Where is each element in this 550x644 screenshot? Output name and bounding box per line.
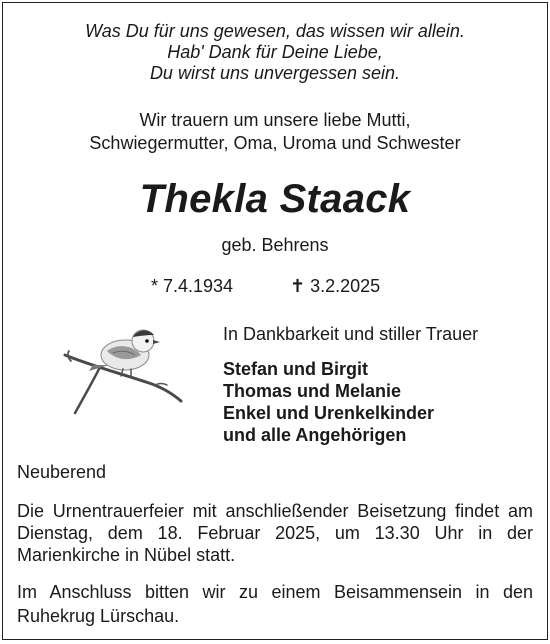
- poem-line: Was Du für uns gewesen, das wissen wir allein.: [85, 21, 465, 41]
- poem-line: Hab' Dank für Deine Liebe,: [167, 42, 383, 62]
- death-date: ✝ 3.2.2025: [290, 276, 381, 296]
- deceased-name: Thekla Staack: [139, 177, 411, 221]
- mourner-entry: Enkel und Urenkelkinder: [223, 403, 435, 423]
- birth-date: * 7.4.1934: [151, 276, 234, 296]
- memorial-poem: [3, 21, 547, 84]
- poem-line: Du wirst uns unvergessen sein.: [149, 63, 401, 83]
- obituary-notice: [2, 2, 548, 640]
- mourning-intro: [3, 109, 547, 155]
- mourner-entry: Stefan und Birgit: [223, 359, 368, 379]
- location: Neuberend: [17, 462, 107, 482]
- maiden-name: geb. Behrens: [221, 235, 329, 255]
- mourner-entry: Thomas und Melanie: [223, 381, 402, 401]
- intro-line: Schwiegermutter, Oma, Uroma und Schwester: [89, 133, 461, 153]
- mourner-entry: und alle Angehörigen: [223, 425, 407, 445]
- funeral-details: Die Urnentrauerfeier mit anschließender Beisetzung findet am Dienstag, dem 18. Februar 2025, um 13.30 Uhr in der Marienkirche in Nübel statt.: [17, 501, 533, 565]
- reception-details: Im Anschluss bitten wir zu einem Beisammensein in den Ruhekrug Lürschau.: [17, 582, 533, 626]
- bird-on-branch-icon: [59, 321, 189, 421]
- mourners-list: [223, 358, 434, 446]
- intro-line: Wir trauern um unsere liebe Mutti,: [139, 110, 411, 130]
- gratitude-line: In Dankbarkeit und stiller Trauer: [223, 324, 479, 344]
- bird-illustration: [59, 321, 189, 421]
